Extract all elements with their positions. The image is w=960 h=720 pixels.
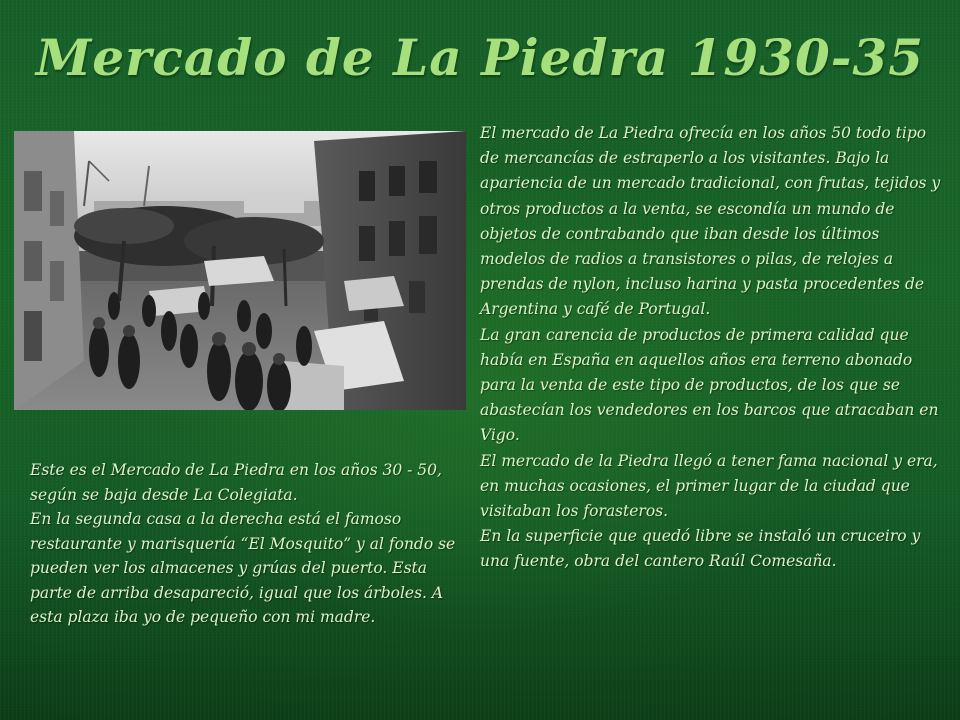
- paragraph: Este es el Mercado de La Piedra en los años 30 - 50, según se baja desde La Colegiata.: [30, 461, 442, 504]
- paragraph: El mercado de La Piedra ofrecía en los años 50 todo tipo de mercancías de estraperlo a los visitantes. Bajo la apariencia de un mercado tradicional, con frutas, tejidos y otros productos a la venta, se escondía un mundo de objetos de contrabando que iban desde los últimos modelos de radios a transistores o pilas, de relojes a prendas de nylon, incluso harina y pasta procedentes de Argentina y café de Portugal.: [480, 124, 941, 319]
- paragraph: El mercado de la Piedra llegó a tener fama nacional y era, en muchas ocasiones, el primer lugar de la ciudad que visitaban los forasteros.: [480, 451, 938, 521]
- paragraph: En la superficie que quedó libre se instaló un cruceiro y una fuente, obra del cantero Raúl Comesaña.: [480, 527, 921, 571]
- market-photo-image: [14, 131, 466, 410]
- market-photo: [14, 131, 466, 410]
- paragraph: En la segunda casa a la derecha está el famoso restaurante y marisquería “El Mosquito” y al fondo se pueden ver los almacenes y grúas del puerto. Esta parte de arriba desapareció, igual que los árboles. A esta plaza iba yo de pequeño con mi madre.: [30, 510, 456, 626]
- slide-title: Mercado de La Piedra 1930-35: [35, 28, 925, 87]
- market-history-text: [480, 121, 942, 575]
- paragraph: La gran carencia de productos de primera calidad que había en España en aquellos años era terreno abonado para la venta de este tipo de productos, de los que se abastecían los vendedores en los barcos que atracaban en Vigo.: [480, 325, 939, 445]
- photo-caption-text: [30, 458, 458, 630]
